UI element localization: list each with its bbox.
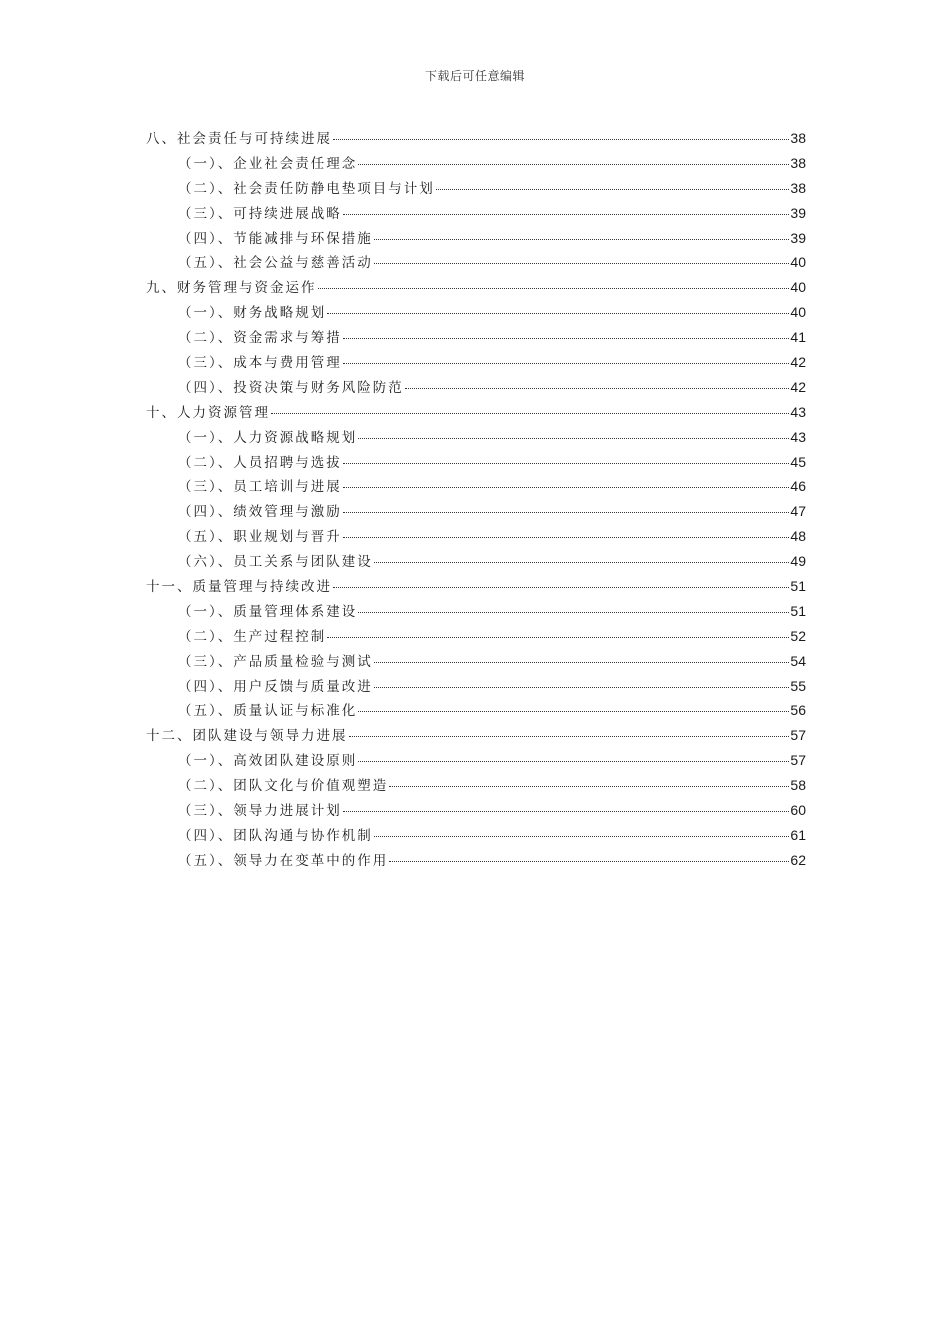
toc-page-number: 51 — [790, 578, 806, 595]
toc-section-entry[interactable] — [146, 798, 806, 823]
toc-chapter-entry[interactable] — [146, 275, 806, 300]
toc-page-number: 48 — [790, 528, 806, 545]
toc-section-entry[interactable] — [146, 599, 806, 624]
toc-section-entry[interactable] — [146, 375, 806, 400]
toc-section-entry[interactable] — [146, 549, 806, 574]
toc-dot-leader — [343, 463, 790, 464]
toc-entry-title: （二）、社会责任防静电垫项目与计划 — [178, 180, 435, 197]
toc-section-entry[interactable] — [146, 450, 806, 475]
toc-chapter-entry[interactable] — [146, 126, 806, 151]
toc-page-number: 57 — [790, 752, 806, 769]
toc-dot-leader — [374, 239, 790, 240]
toc-dot-leader — [333, 587, 789, 588]
toc-page-number: 56 — [790, 702, 806, 719]
toc-entry-title: （一）、人力资源战略规划 — [178, 429, 358, 446]
toc-page-number: 39 — [790, 204, 806, 221]
toc-page-number: 58 — [790, 777, 806, 794]
toc-section-entry[interactable] — [146, 474, 806, 499]
toc-page-number: 47 — [790, 503, 806, 520]
toc-dot-leader — [374, 562, 790, 563]
toc-chapter-entry[interactable] — [146, 400, 806, 425]
toc-dot-leader — [374, 836, 790, 837]
toc-dot-leader — [436, 189, 790, 190]
toc-entry-title: （三）、领导力进展计划 — [178, 803, 342, 820]
toc-entry-title: （三）、产品质量检验与测试 — [178, 653, 373, 670]
toc-entry-title: （二）、人员招聘与选拔 — [178, 454, 342, 471]
toc-section-entry[interactable] — [146, 773, 806, 798]
toc-dot-leader — [333, 139, 789, 140]
toc-dot-leader — [343, 363, 790, 364]
toc-page-number: 38 — [790, 154, 806, 171]
toc-dot-leader — [389, 861, 789, 862]
toc-dot-leader — [358, 761, 789, 762]
toc-dot-leader — [327, 313, 789, 314]
toc-page-number: 57 — [790, 727, 806, 744]
toc-page-number: 38 — [790, 179, 806, 196]
toc-entry-title: 八、社会责任与可持续进展 — [146, 131, 332, 147]
toc-section-entry[interactable] — [146, 674, 806, 699]
toc-entry-title: （四）、绩效管理与激励 — [178, 504, 342, 521]
toc-page-number: 40 — [790, 279, 806, 296]
toc-entry-title: 九、财务管理与资金运作 — [146, 280, 317, 297]
toc-entry-title: （五）、领导力在变革中的作用 — [178, 852, 389, 869]
toc-page-number: 42 — [790, 354, 806, 371]
page-header: 下载后可任意编辑 — [424, 69, 525, 83]
toc-page-number: 43 — [790, 403, 806, 420]
toc-entry-title: （五）、质量认证与标准化 — [178, 703, 358, 720]
toc-section-entry[interactable] — [146, 201, 806, 226]
toc-entry-title: （四）、用户反馈与质量改进 — [178, 678, 373, 695]
toc-dot-leader — [343, 487, 790, 488]
toc-dot-leader — [343, 214, 790, 215]
toc-entry-title: （四）、投资决策与财务风险防范 — [178, 379, 404, 396]
toc-entry-title: （一）、质量管理体系建设 — [178, 603, 358, 620]
toc-entry-title: （三）、成本与费用管理 — [178, 355, 342, 372]
toc-section-entry[interactable] — [146, 499, 806, 524]
toc-entry-title: （二）、团队文化与价值观塑造 — [178, 778, 389, 795]
toc-dot-leader — [374, 687, 790, 688]
toc-page-number: 55 — [790, 677, 806, 694]
toc-page-number: 54 — [790, 652, 806, 669]
toc-section-entry[interactable] — [146, 425, 806, 450]
toc-page-number: 39 — [790, 229, 806, 246]
toc-entry-title: 十一、质量管理与持续改进 — [146, 579, 332, 596]
toc-section-entry[interactable] — [146, 848, 806, 873]
toc-section-entry[interactable] — [146, 698, 806, 723]
toc-page-number: 40 — [790, 254, 806, 271]
toc-page-number: 38 — [790, 130, 806, 146]
toc-page-number: 41 — [790, 329, 806, 346]
toc-section-entry[interactable] — [146, 624, 806, 649]
toc-chapter-entry[interactable] — [146, 723, 806, 748]
toc-dot-leader — [318, 288, 790, 289]
toc-page-number: 62 — [790, 851, 806, 868]
toc-entry-title: （五）、社会公益与慈善活动 — [178, 255, 373, 272]
toc-dot-leader — [343, 537, 790, 538]
toc-dot-leader — [358, 612, 789, 613]
toc-dot-leader — [349, 736, 790, 737]
toc-section-entry[interactable] — [146, 350, 806, 375]
toc-page-number: 43 — [790, 428, 806, 445]
toc-dot-leader — [343, 338, 790, 339]
toc-chapter-entry[interactable] — [146, 574, 806, 599]
toc-section-entry[interactable] — [146, 325, 806, 350]
toc-entry-title: （二）、资金需求与筹措 — [178, 330, 342, 347]
toc-page-number: 49 — [790, 553, 806, 570]
toc-entry-title: （三）、员工培训与进展 — [178, 479, 342, 496]
toc-page-number: 42 — [790, 378, 806, 395]
toc-entry-title: 十、人力资源管理 — [146, 404, 270, 421]
toc-dot-leader — [358, 711, 789, 712]
toc-page-number: 45 — [790, 453, 806, 470]
toc-section-entry[interactable] — [146, 226, 806, 251]
toc-dot-leader — [343, 512, 790, 513]
toc-dot-leader — [358, 164, 789, 165]
toc-page-number: 51 — [790, 602, 806, 619]
toc-section-entry[interactable] — [146, 300, 806, 325]
toc-entry-title: （一）、企业社会责任理念 — [178, 155, 358, 172]
toc-entry-title: （一）、高效团队建设原则 — [178, 753, 358, 770]
toc-dot-leader — [343, 811, 790, 812]
toc-dot-leader — [271, 413, 789, 414]
toc-section-entry[interactable] — [146, 823, 806, 848]
toc-dot-leader — [374, 263, 790, 264]
toc-entry-title: （五）、职业规划与晋升 — [178, 529, 342, 546]
toc-dot-leader — [389, 786, 789, 787]
toc-dot-leader — [358, 438, 789, 439]
toc-section-entry[interactable] — [146, 250, 806, 275]
table-of-contents — [146, 126, 806, 873]
toc-page-number: 40 — [790, 304, 806, 321]
toc-dot-leader — [374, 662, 790, 663]
toc-section-entry[interactable] — [146, 176, 806, 201]
toc-page-number: 52 — [790, 627, 806, 644]
toc-section-entry[interactable] — [146, 524, 806, 549]
toc-page-number: 61 — [790, 826, 806, 843]
toc-entry-title: （六）、员工关系与团队建设 — [178, 554, 373, 571]
toc-entry-title: （三）、可持续进展战略 — [178, 205, 342, 222]
toc-entry-title: （二）、生产过程控制 — [178, 628, 327, 645]
toc-entry-title: 十二、团队建设与领导力进展 — [146, 728, 348, 745]
toc-page-number: 46 — [790, 478, 806, 495]
toc-entry-title: （一）、财务战略规划 — [178, 305, 327, 322]
toc-entry-title: （四）、节能减排与环保措施 — [178, 230, 373, 247]
toc-entry-title: （四）、团队沟通与协作机制 — [178, 827, 373, 844]
toc-dot-leader — [327, 637, 789, 638]
toc-page-number: 60 — [790, 802, 806, 819]
toc-section-entry[interactable] — [146, 748, 806, 773]
toc-section-entry[interactable] — [146, 151, 806, 176]
toc-section-entry[interactable] — [146, 649, 806, 674]
toc-dot-leader — [405, 388, 790, 389]
